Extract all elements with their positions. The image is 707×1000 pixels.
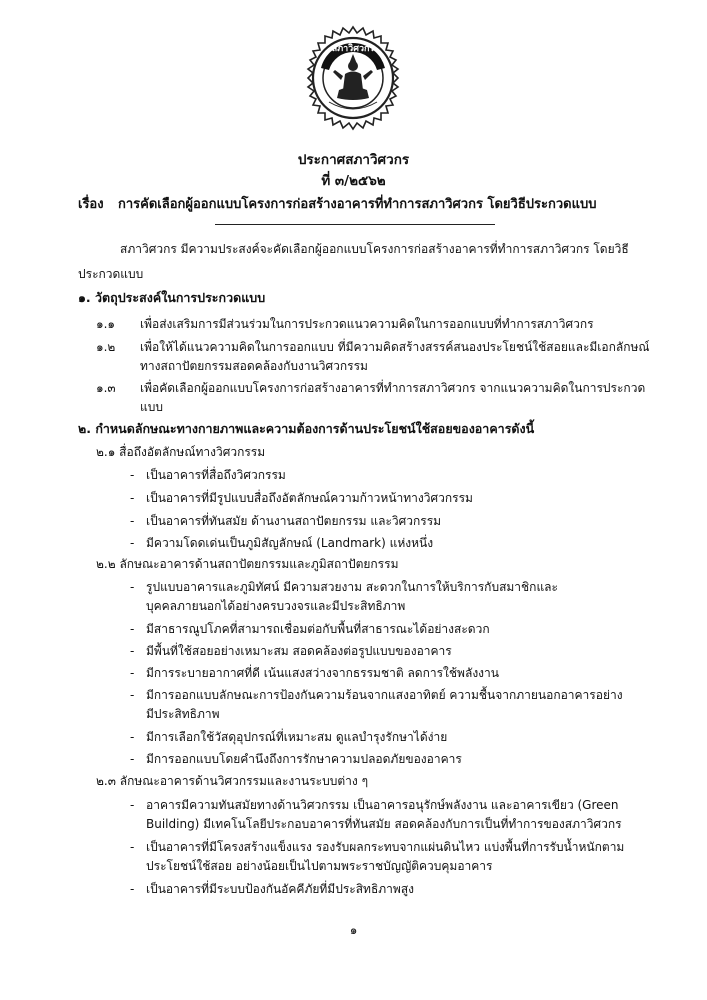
subsection-2-3-title: ๒.๓ ลักษณะอาคารด้านวิศวกรรมและงานระบบต่าง ๆ [96, 774, 369, 788]
bullet-item [130, 490, 473, 506]
bullet-item [130, 797, 619, 813]
item-text: เพื่อส่งเสริมการมีส่วนร่วมในการประกวดแนวความคิดในการออกแบบที่ทำการสภาวิศวกร [140, 317, 594, 331]
bullet-dash: - [130, 491, 135, 505]
bullet-item [130, 513, 441, 529]
item-text-continued: ทางสถาปัตยกรรมสอดคล้องกับงานวิศวกรรม [140, 359, 368, 373]
subject-label: เรื่อง [78, 197, 104, 212]
item-text: เพื่อคัดเลือกผู้ออกแบบโครงการก่อสร้างอาคารที่ทำการสภาวิศวกร จากแนวความคิดในการประกวด [140, 381, 646, 395]
bullet-text: อาคารมีความทันสมัยทางด้านวิศวกรรม เป็นอาคารอนุรักษ์พลังงาน และอาคารเขียว (Green [146, 798, 619, 812]
bullet-text: มีสาธารณูปโภคที่สามารถเชื่อมต่อกับพื้นที่สาธารณะได้อย่างสะดวก [146, 622, 490, 636]
intro-line-2: ประกวดแบบ [78, 267, 144, 281]
item-text: เพื่อให้ได้แนวความคิดในการออกแบบ ที่มีความคิดสร้างสรรค์สนองประโยชน์ใช้สอยและมีเอกลักษณ์ [140, 340, 650, 354]
bullet-text: มีการออกแบบลักษณะการป้องกันความร้อนจากแสงอาทิตย์ ความชื้นจากภายนอกอาคารอย่าง [146, 688, 623, 702]
announcement-number: ที่ ๓/๒๕๖๒ [321, 173, 386, 189]
item-number: ๑.๑ [96, 317, 116, 331]
bullet-text-continued: บุคคลภายนอกได้อย่างครบวงจรและมีประสิทธิภาพ [146, 599, 406, 613]
bullet-dash: - [130, 514, 135, 528]
item-number: ๑.๓ [96, 381, 116, 395]
bullet-text-continued: Building) มีเทคโนโลยีประกอบอาคารที่ทันสมัย สอดคล้องกับการเป็นที่ทำการของสภาวิศวกร [146, 817, 622, 831]
bullet-dash: - [130, 840, 135, 854]
bullet-text: เป็นอาคารที่มีรูปแบบสื่อถึงอัตลักษณ์ความก้าวหน้าทางวิศวกรรม [146, 491, 473, 505]
subsection-2-2-title: ๒.๒ ลักษณะอาคารด้านสถาปัตยกรรมและภูมิสถาปัตยกรรม [96, 557, 399, 571]
page-number: ๑ [349, 923, 358, 937]
bullet-item [130, 687, 623, 703]
header-divider [215, 224, 495, 225]
bullet-text: เป็นอาคารที่มีโครงสร้างแข็งแรง รองรับผลกระทบจากแผ่นดินไหว แบ่งพื้นที่การรับน้ำหนักตาม [146, 840, 625, 854]
bullet-text-continued: มีประสิทธิภาพ [146, 707, 220, 721]
bullet-dash: - [130, 536, 135, 550]
bullet-text-continued: ประโยชน์ใช้สอย อย่างน้อยเป็นไปตามพระราชบัญญัติควบคุมอาคาร [146, 859, 493, 873]
bullet-item [130, 579, 558, 595]
announcement-title: ประกาศสภาวิศวกร [297, 152, 410, 168]
bullet-item [130, 643, 452, 659]
bullet-item [130, 535, 433, 551]
item-number: ๑.๒ [96, 340, 116, 354]
bullet-text: มีพื้นที่ใช้สอยอย่างเหมาะสม สอดคล้องต่อรูปแบบของอาคาร [146, 644, 452, 658]
bullet-item [130, 467, 286, 483]
bullet-text: มีความโดดเด่นเป็นภูมิสัญลักษณ์ (Landmark) แห่งหนึ่ง [146, 536, 434, 550]
item-text-continued: แบบ [140, 400, 163, 414]
bullet-dash: - [130, 622, 135, 636]
bullet-text: รูปแบบอาคารและภูมิทัศน์ มีความสวยงาม สะดวกในการให้บริการกับสมาชิกและ [146, 580, 558, 594]
bullet-item [130, 621, 490, 637]
bullet-dash: - [130, 798, 135, 812]
subject-text: การคัดเลือกผู้ออกแบบโครงการก่อสร้างอาคารที่ทำการสภาวิศวกร โดยวิธีประกวดแบบ [118, 197, 597, 212]
list-item [96, 316, 594, 332]
bullet-dash: - [130, 580, 135, 594]
bullet-item [130, 751, 462, 767]
section-1-heading: ๑. วัตถุประสงค์ในการประกวดแบบ [78, 290, 266, 305]
bullet-text: เป็นอาคารที่ทันสมัย ด้านงานสถาปัตยกรรม และวิศวกรรม [146, 514, 442, 528]
bullet-dash: - [130, 882, 135, 896]
bullet-text: มีการเลือกใช้วัสดุอุปกรณ์ที่เหมาะสม ดูแลบำรุงรักษาได้ง่าย [146, 730, 448, 744]
bullet-item [130, 665, 499, 681]
bullet-text: เป็นอาคารที่สื่อถึงวิศวกรรม [146, 468, 286, 482]
bullet-dash: - [130, 468, 135, 482]
bullet-dash: - [130, 644, 135, 658]
list-item [96, 380, 645, 396]
bullet-text: เป็นอาคารที่มีระบบป้องกันอัคคีภัยที่มีประสิทธิภาพสูง [146, 882, 415, 896]
bullet-item [130, 729, 447, 745]
intro-line-1: สภาวิศวกร มีความประสงค์จะคัดเลือกผู้ออกแบบโครงการก่อสร้างอาคารที่ทำการสภาวิศวกร โดยวิธี [120, 242, 629, 256]
engineering-council-seal-logo [299, 24, 407, 132]
subsection-2-1-title: ๒.๑ สื่อถึงอัตลักษณ์ทางวิศวกรรม [96, 445, 266, 459]
bullet-dash: - [130, 666, 135, 680]
subject-line [78, 193, 596, 214]
list-item [96, 339, 650, 355]
section-2-heading: ๒. กำหนดลักษณะทางกายภาพและความต้องการด้านประโยชน์ใช้สอยของอาคารดังนี้ [78, 421, 535, 436]
bullet-dash: - [130, 752, 135, 766]
bullet-dash: - [130, 688, 135, 702]
bullet-text: มีการระบายอากาศที่ดี เน้นแสงสว่างจากธรรมชาติ ลดการใช้พลังงาน [146, 666, 499, 680]
svg-text:สภาวิศวกร: สภาวิศวกร [331, 44, 375, 54]
bullet-item [130, 839, 624, 855]
bullet-item [130, 881, 414, 897]
bullet-dash: - [130, 730, 135, 744]
bullet-text: มีการออกแบบโดยคำนึงถึงการรักษาความปลอดภัยของอาคาร [146, 752, 462, 766]
